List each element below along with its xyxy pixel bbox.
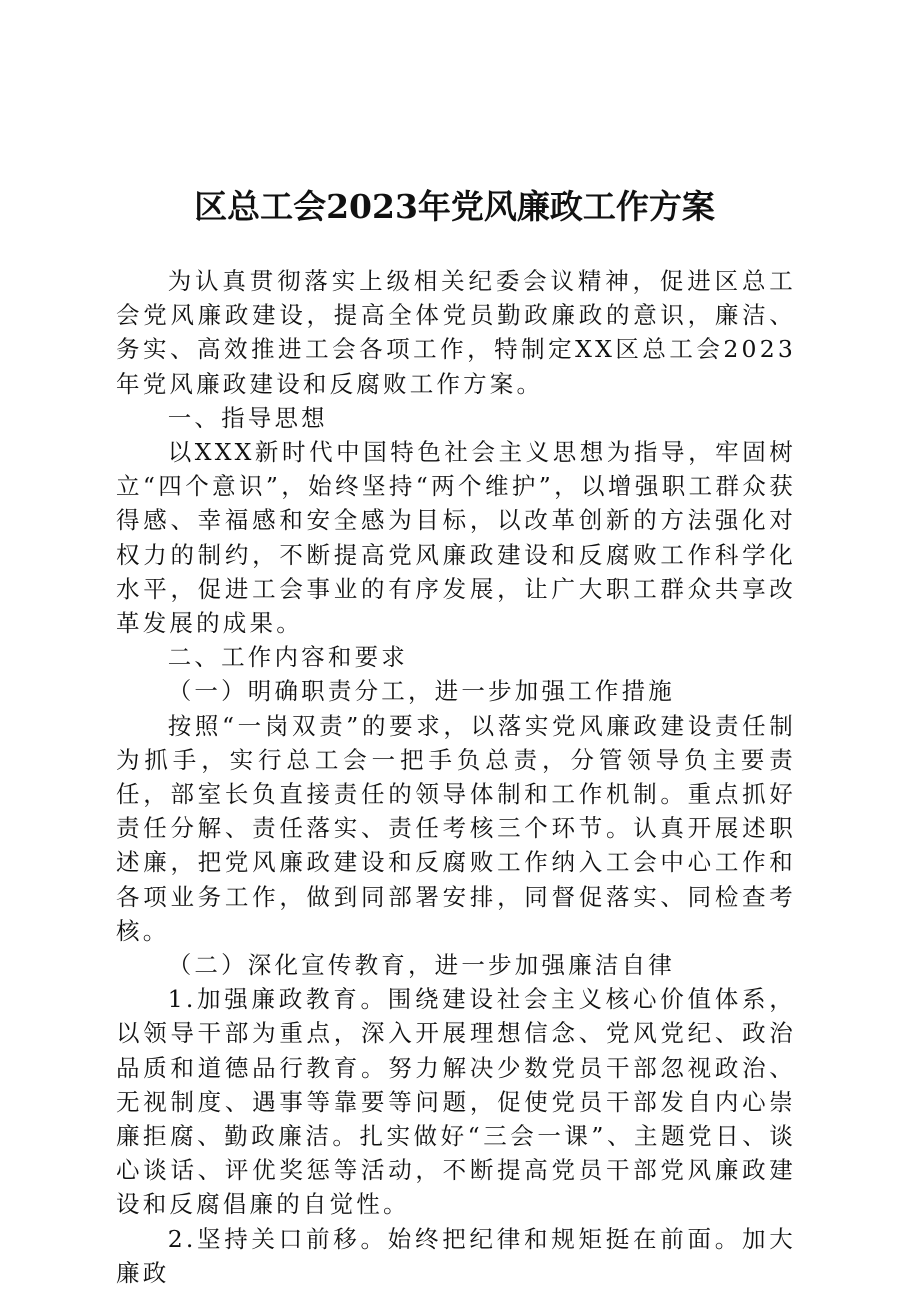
paragraph-integrity-education: 1.加强廉政教育。围绕建设社会主义核心价值体系，以领导干部为重点，深入开展理想信念、党风党纪、政治品质和道德品行教育。努力解决少数党员干部忽视政治、无视制度、遇事等靠要等问题，促使党员干部发自内心崇廉拒腐、勤政廉洁。扎实做好“三会一课”、主题党日、谈心谈话、评优奖惩等活动，不断提高党员干部党风廉政建设和反腐倡廉的自觉性。 [116, 985, 796, 1219]
document-body [116, 264, 796, 1290]
document-title: 区总工会2023年党风廉政工作方案 [194, 187, 715, 226]
subsection-heading-education: （二）深化宣传教育，进一步加强廉洁自律 [167, 951, 675, 980]
section-heading-guiding-ideology: 一、指导思想 [167, 403, 328, 432]
section-heading-work-content: 二、工作内容和要求 [167, 643, 408, 672]
paragraph-intro: 为认真贯彻落实上级相关纪委会议精神，促进区总工会党风廉政建设，提高全体党员勤政廉政的意识，廉洁、务实、高效推进工会各项工作，特制定XX区总工会2023年党风廉政建设和反腐败工作方案。 [116, 267, 796, 398]
subsection-heading-responsibilities: （一）明确职责分工，进一步加强工作措施 [167, 677, 675, 706]
paragraph-guiding-ideology: 以XXX新时代中国特色社会主义思想为指导，牢固树立“四个意识”，始终坚持“两个维护”，以增强职工群众获得感、幸福感和安全感为目标，以改革创新的方法强化对权力的制约，不断提高党风廉政建设和反腐败工作科学化水平，促进工会事业的有序发展，让广大职工群众共享改革发展的成果。 [116, 438, 796, 638]
paragraph-prevention-first: 2.坚持关口前移。始终把纪律和规矩挺在前面。加大廉政 [116, 1224, 796, 1287]
paragraph-responsibilities: 按照“一岗双责”的要求，以落实党风廉政建设责任制为抓手，实行总工会一把手负总责，分管领导负主要责任，部室长负直接责任的领导体制和工作机制。重点抓好责任分解、责任落实、责任考核三个环节。认真开展述职述廉，把党风廉政建设和反腐败工作纳入工会中心工作和各项业务工作，做到同部署安排，同督促落实、同检查考核。 [116, 711, 796, 945]
